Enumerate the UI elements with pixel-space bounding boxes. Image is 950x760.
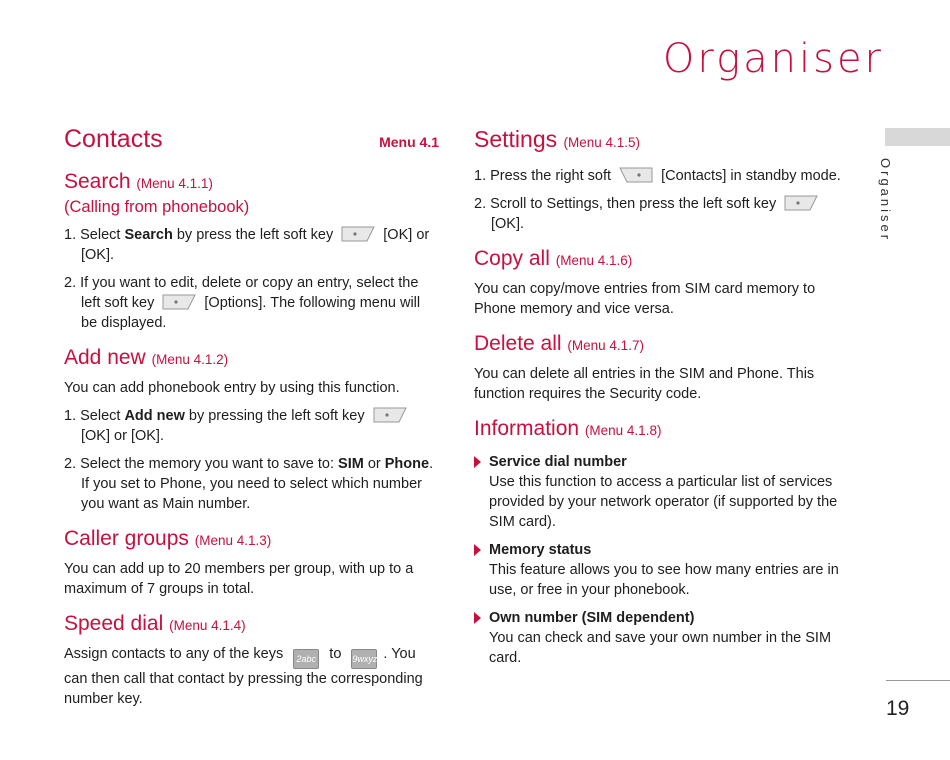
page-title: Organiser bbox=[662, 36, 884, 82]
info-item-service-dial bbox=[474, 452, 859, 532]
search-step-2 bbox=[64, 273, 439, 333]
search-step-1-bold: Search bbox=[124, 227, 173, 243]
contacts-menu-ref: Menu 4.1 bbox=[379, 134, 439, 150]
information-title: Information bbox=[474, 417, 580, 440]
add-new-step-2-text: 2. Select the memory you want to save to: bbox=[64, 456, 339, 472]
copy-all-text: You can copy/move entries from SIM card memory to Phone memory and vice versa. bbox=[474, 281, 816, 317]
information-menu-ref: (Menu 4.1.8) bbox=[584, 423, 662, 438]
add-new-step-1 bbox=[64, 406, 439, 446]
side-label: Organiser bbox=[878, 158, 893, 243]
settings-step-2-text-b: [OK]. bbox=[491, 216, 525, 232]
info-item-own-number bbox=[474, 608, 859, 668]
delete-all-heading bbox=[474, 331, 859, 359]
key-9-icon: 9wxyz bbox=[351, 649, 377, 669]
search-title: Search bbox=[64, 170, 131, 193]
key-2-icon: 2abc bbox=[293, 649, 319, 669]
search-heading bbox=[64, 169, 439, 197]
left-soft-key-icon bbox=[162, 293, 196, 311]
add-new-step-1-text-c: [OK] or [OK]. bbox=[81, 428, 164, 444]
contacts-heading bbox=[64, 124, 439, 157]
info-item-title: Own number (SIM dependent) bbox=[489, 610, 695, 626]
settings-title: Settings bbox=[474, 126, 558, 152]
speed-dial-title: Speed dial bbox=[64, 612, 164, 635]
search-step-2-text-b: [Options]. The following menu will be displayed. bbox=[81, 295, 421, 331]
info-item-text: You can check and save your own number in the SIM card. bbox=[489, 630, 832, 666]
caller-groups-menu-ref: (Menu 4.1.3) bbox=[194, 533, 272, 548]
add-new-intro: You can add phonebook entry by using this function. bbox=[64, 380, 400, 396]
triangle-bullet-icon bbox=[474, 544, 481, 556]
copy-all-title: Copy all bbox=[474, 247, 550, 270]
add-new-step-2-sim: SIM bbox=[338, 456, 364, 472]
settings-step-2-text: 2. Scroll to Settings, then press the left soft key bbox=[474, 196, 781, 212]
page-number: 19 bbox=[886, 697, 910, 720]
caller-groups-title: Caller groups bbox=[64, 527, 189, 550]
add-new-step-1-bold: Add new bbox=[124, 408, 185, 424]
contacts-title: Contacts bbox=[64, 125, 163, 153]
info-item-memory-status bbox=[474, 540, 859, 600]
left-soft-key-icon bbox=[341, 225, 375, 243]
search-menu-ref: (Menu 4.1.1) bbox=[136, 176, 213, 191]
speed-dial-text-c: . You can then call that contact by pressing the corresponding number key. bbox=[64, 646, 423, 707]
add-new-step-2-rest: . If you set to Phone, you need to select which number you want as Main number. bbox=[81, 456, 434, 512]
bottom-rule bbox=[886, 680, 950, 681]
add-new-step-1-text-b: by pressing the left soft key bbox=[184, 408, 369, 424]
add-new-heading bbox=[64, 345, 439, 373]
search-step-1-text-c: [OK] or [OK]. bbox=[81, 227, 430, 263]
caller-groups-heading bbox=[64, 526, 439, 554]
add-new-step-2 bbox=[64, 454, 439, 514]
info-item-text: Use this function to access a particular list of services provided by your network operator (if supported by the SIM card). bbox=[489, 474, 838, 530]
settings-heading bbox=[474, 124, 859, 158]
settings-step-1-text: 1. Press the right soft bbox=[474, 168, 616, 184]
info-item-title: Memory status bbox=[489, 542, 592, 558]
delete-all-title: Delete all bbox=[474, 332, 562, 355]
settings-step-2 bbox=[474, 194, 859, 234]
left-soft-key-icon bbox=[373, 406, 407, 424]
triangle-bullet-icon bbox=[474, 456, 481, 468]
settings-menu-ref: (Menu 4.1.5) bbox=[563, 135, 641, 150]
speed-dial-heading bbox=[64, 611, 439, 639]
right-soft-key-icon bbox=[619, 166, 653, 184]
speed-dial-text bbox=[64, 644, 439, 709]
left-soft-key-icon bbox=[784, 194, 818, 212]
search-step-1-text-b: by press the left soft key bbox=[172, 227, 338, 243]
info-item-text: This feature allows you to see how many entries are in use, or free in your phonebook. bbox=[489, 562, 839, 598]
information-heading bbox=[474, 416, 859, 444]
add-new-step-2-or: or bbox=[363, 456, 385, 472]
info-item-title: Service dial number bbox=[489, 454, 627, 470]
copy-all-heading bbox=[474, 246, 859, 274]
speed-dial-text-a: Assign contacts to any of the keys bbox=[64, 646, 288, 662]
side-tab bbox=[885, 128, 950, 146]
search-step-2-text: 2. If you want to edit, delete or copy an entry, select the left soft key bbox=[64, 275, 419, 311]
copy-all-menu-ref: (Menu 4.1.6) bbox=[555, 253, 633, 268]
search-step-1-text: 1. Select bbox=[64, 227, 125, 243]
search-subtitle: (Calling from phonebook) bbox=[64, 198, 250, 216]
caller-groups-text: You can add up to 20 members per group, with up to a maximum of 7 groups in total. bbox=[64, 561, 414, 597]
settings-step-1-text-b: [Contacts] in standby mode. bbox=[657, 168, 841, 184]
add-new-menu-ref: (Menu 4.1.2) bbox=[151, 352, 229, 367]
settings-step-1 bbox=[474, 166, 859, 186]
speed-dial-menu-ref: (Menu 4.1.4) bbox=[169, 618, 246, 633]
add-new-step-1-text: 1. Select bbox=[64, 408, 125, 424]
left-column bbox=[64, 124, 439, 709]
delete-all-text: You can delete all entries in the SIM and Phone. This function requires the Security code. bbox=[474, 366, 815, 402]
add-new-title: Add new bbox=[64, 346, 146, 369]
triangle-bullet-icon bbox=[474, 612, 481, 624]
delete-all-menu-ref: (Menu 4.1.7) bbox=[567, 338, 644, 353]
right-column bbox=[474, 124, 859, 668]
search-step-1 bbox=[64, 225, 439, 265]
speed-dial-text-b: to bbox=[325, 646, 346, 662]
add-new-step-2-phone: Phone bbox=[384, 456, 430, 472]
